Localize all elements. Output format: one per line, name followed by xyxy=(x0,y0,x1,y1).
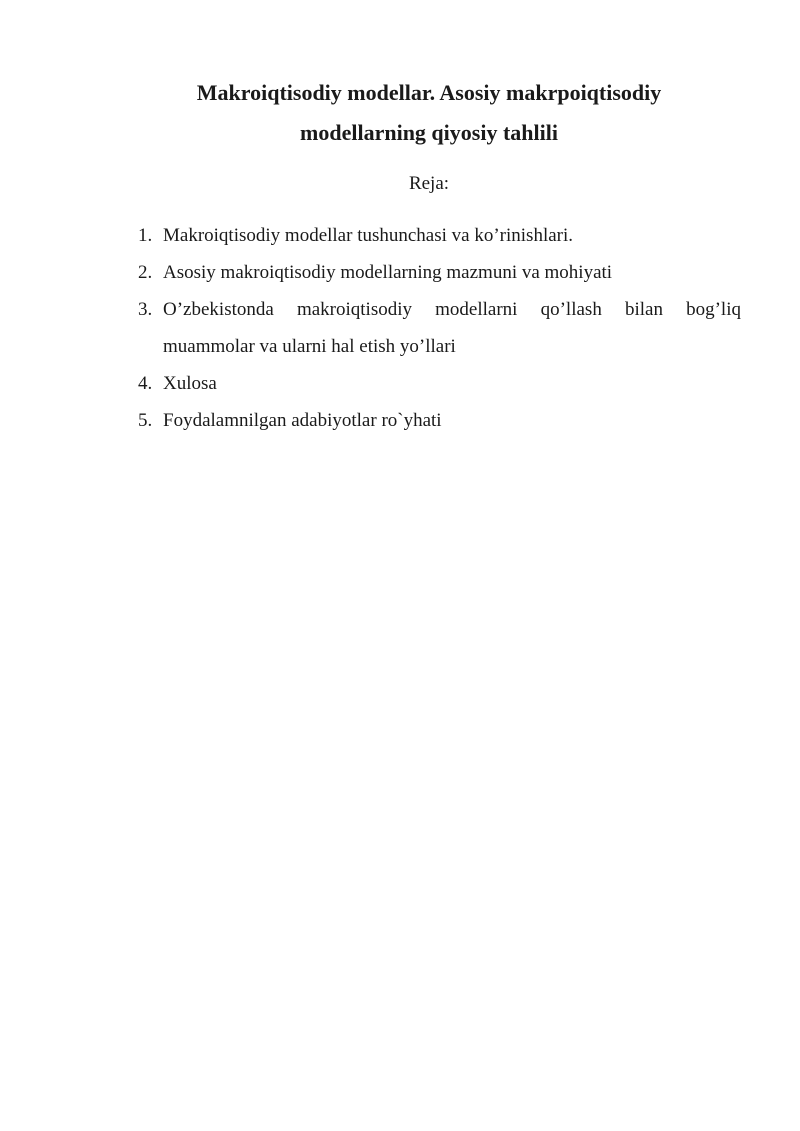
plan-item-text: Makroiqtisodiy modellar tushunchasi va ko’rinishlari. xyxy=(163,225,574,246)
plan-item-number: 5. xyxy=(138,410,153,431)
plan-item-number: 3. xyxy=(138,299,153,320)
title-line-2: modellarning qiyosiy tahlili xyxy=(300,120,558,145)
plan-item-text: O’zbekistonda makroiqtisodiy modellarni qo’llash bilan bog’liq muammolar va ularni hal etish yo’llari xyxy=(163,299,741,357)
plan-item-number: 4. xyxy=(138,373,153,394)
plan-item-4 xyxy=(138,365,741,402)
plan-heading: Reja: xyxy=(408,173,450,194)
plan-item-2 xyxy=(138,254,741,291)
plan-item-text: Foydalamnilgan adabiyotlar ro`yhati xyxy=(163,410,442,431)
plan-item-text: Xulosa xyxy=(163,373,217,394)
plan-item-text: Asosiy makroiqtisodiy modellarning mazmuni va mohiyati xyxy=(163,262,613,283)
plan-item-number: 1. xyxy=(138,225,153,246)
plan-item-1 xyxy=(138,217,741,254)
document-title xyxy=(120,73,738,153)
plan-item-3 xyxy=(138,291,741,365)
plan-list xyxy=(138,217,741,439)
title-line-1: Makroiqtisodiy modellar. Asosiy makrpoiqtisodiy xyxy=(196,80,662,105)
plan-item-5 xyxy=(138,402,741,439)
plan-item-number: 2. xyxy=(138,262,153,283)
